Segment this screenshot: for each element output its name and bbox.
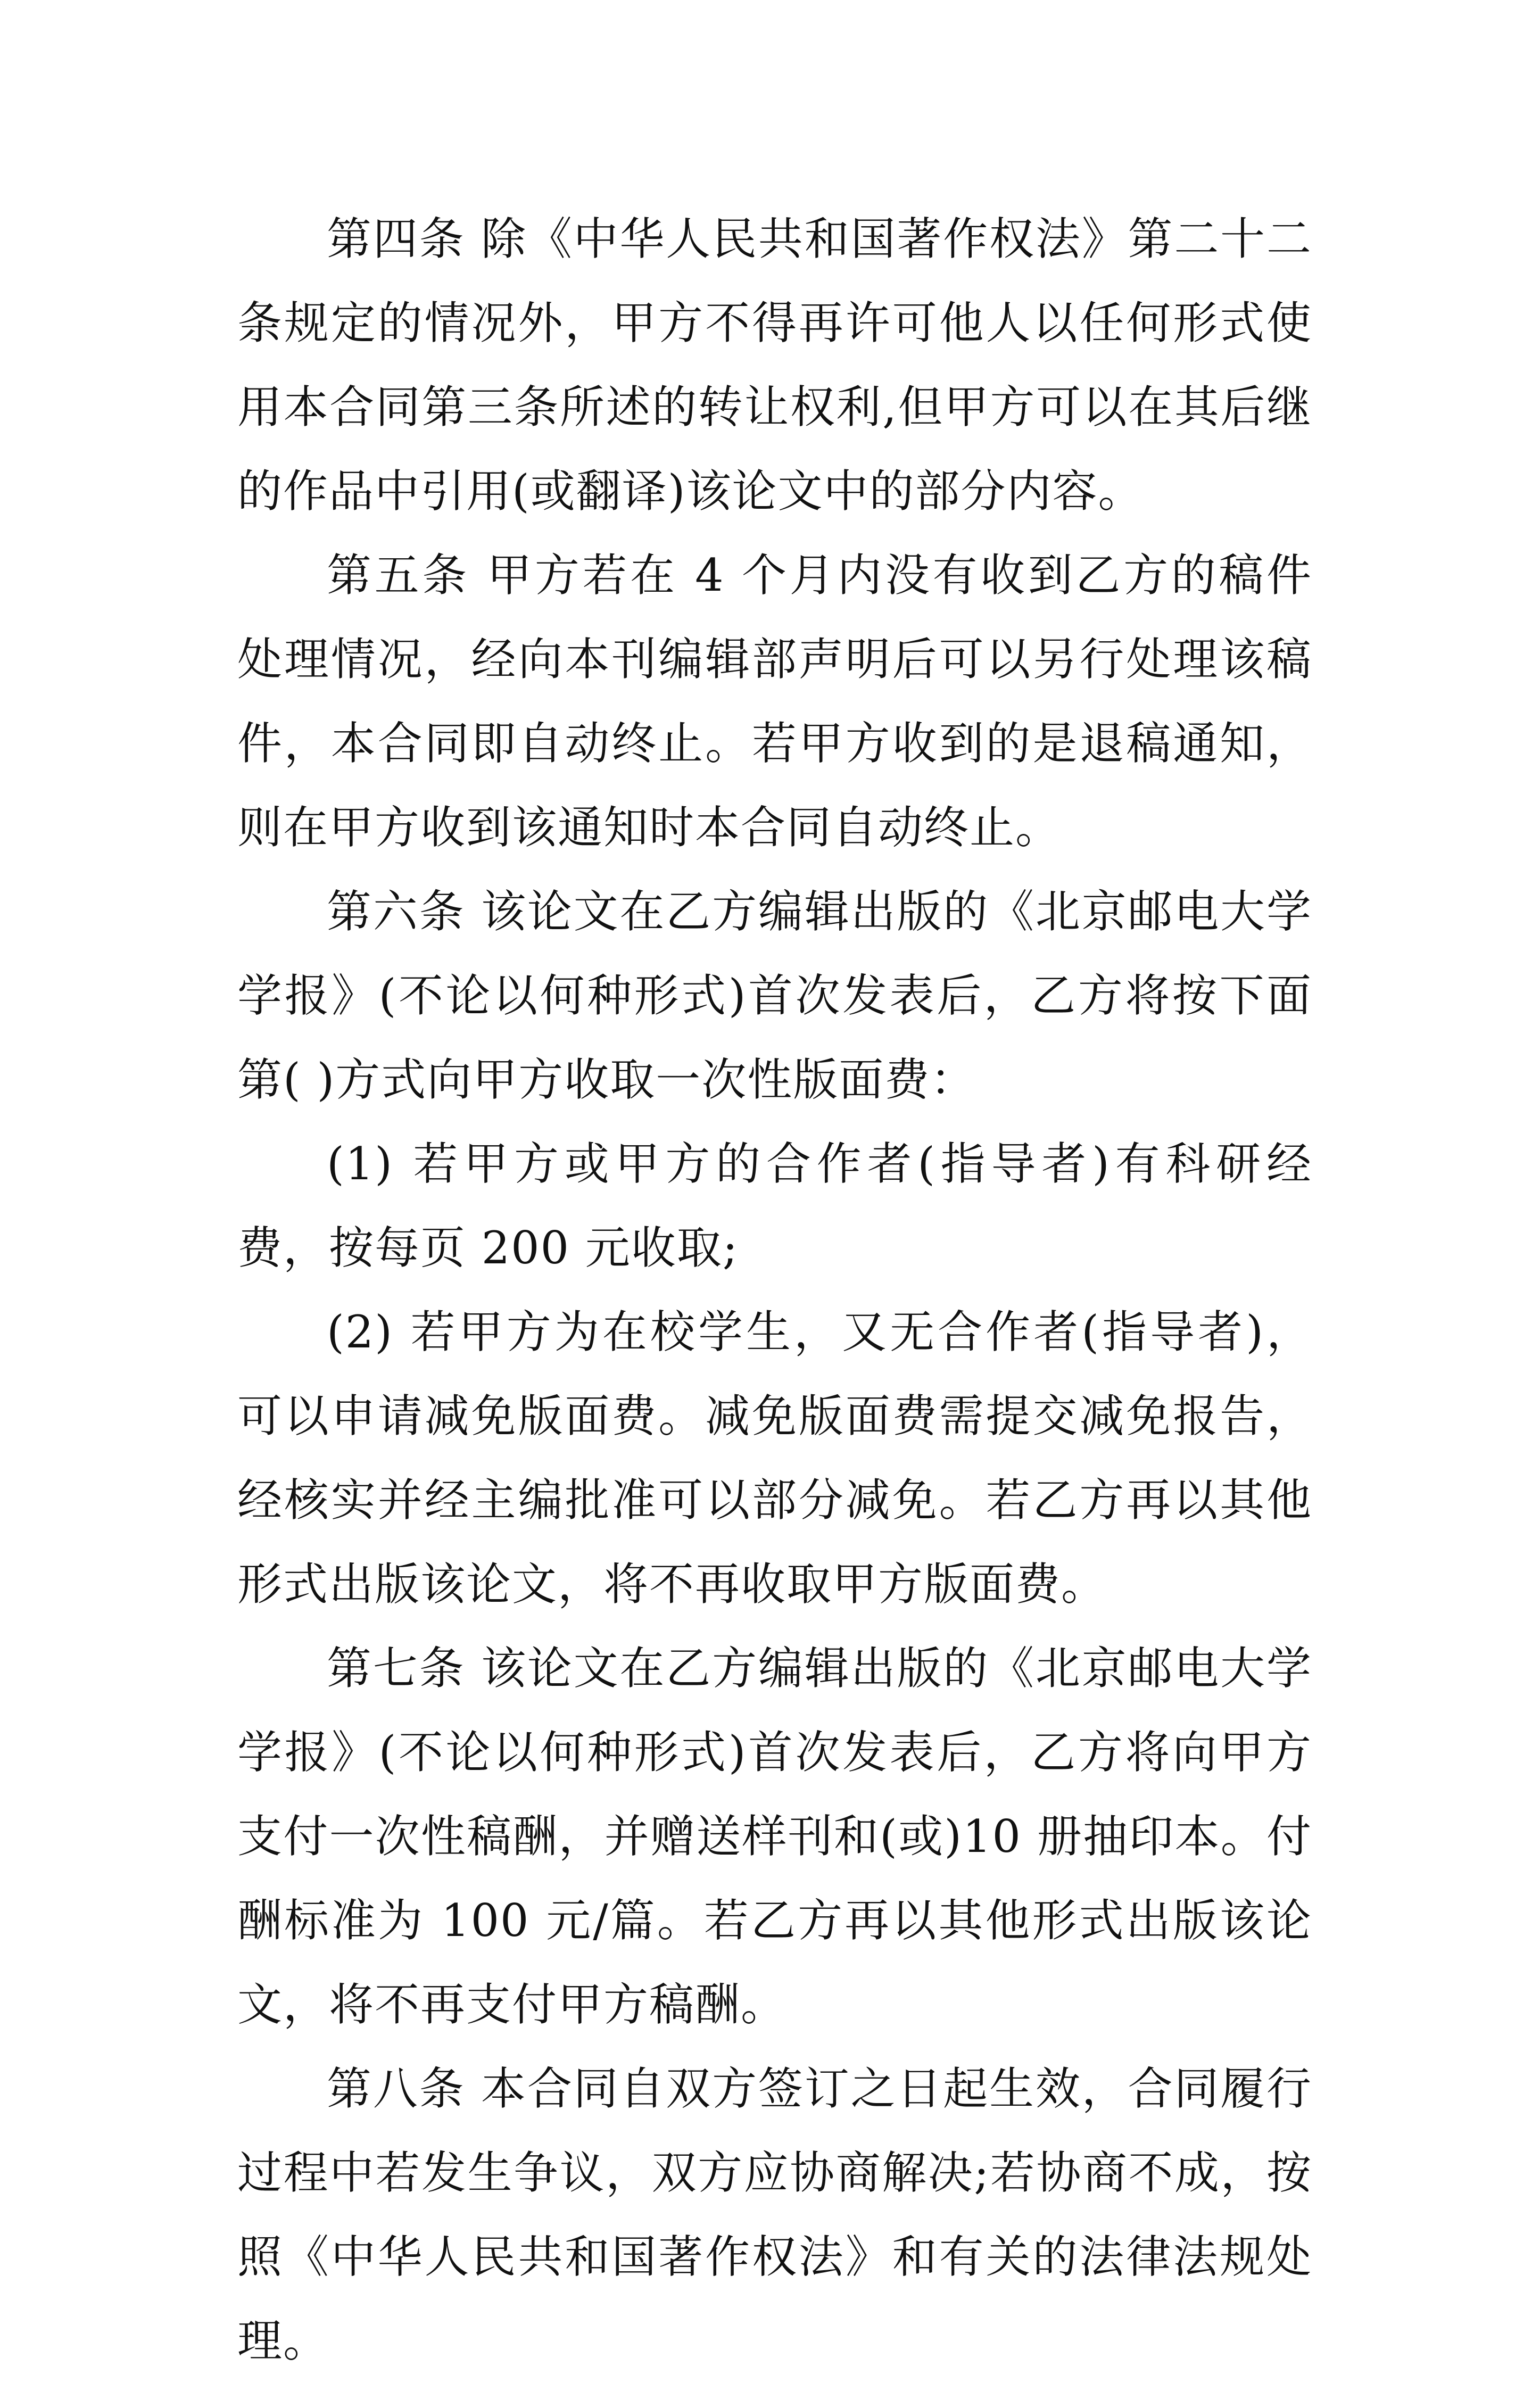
article-6-paragraph: 第六条 该论文在乙方编辑出版的《北京邮电大学学报》(不论以何种形式)首次发表后，乙方将按下面第( )方式向甲方收取一次性版面费： — [237, 886, 1312, 1106]
article-5-paragraph: 第五条 甲方若在 4 个月内没有收到乙方的稿件处理情况，经向本刊编辑部声明后可以另行处理该稿件，本合同即自动终止。若甲方收到的是退稿通知，则在甲方收到该通知时本合同自动终止。 — [237, 549, 1312, 854]
article-7-paragraph: 第七条 该论文在乙方编辑出版的《北京邮电大学学报》(不论以何种形式)首次发表后，乙方将向甲方支付一次性稿酬，并赠送样刊和(或)10 册抽印本。付酬标准为 100 元/篇。若乙方再以其他形式出版该论文，将不再支付甲方稿酬。 — [237, 1642, 1312, 2031]
article-8-paragraph: 第八条 本合同自双方签订之日起生效，合同履行过程中若发生争议，双方应协商解决;若协商不成，按照《中华人民共和国著作权法》和有关的法律法规处理。 — [237, 2063, 1312, 2367]
article-4-paragraph: 第四条 除《中华人民共和国著作权法》第二十二条规定的情况外，甲方不得再许可他人以任何形式使用本合同第三条所述的转让权利,但甲方可以在其后继的作品中引用(或翻译)该论文中的部分内容。 — [237, 213, 1312, 517]
article-6-option-1: (1) 若甲方或甲方的合作者(指导者)有科研经费，按每页 200 元收取; — [237, 1138, 1312, 1274]
contract-body — [237, 197, 1312, 2383]
article-6-option-2: (2) 若甲方为在校学生，又无合作者(指导者)，可以申请减免版面费。减免版面费需提交减免报告，经核实并经主编批准可以部分减免。若乙方再以其他形式出版该论文，将不再收取甲方版面费。 — [237, 1306, 1312, 1610]
